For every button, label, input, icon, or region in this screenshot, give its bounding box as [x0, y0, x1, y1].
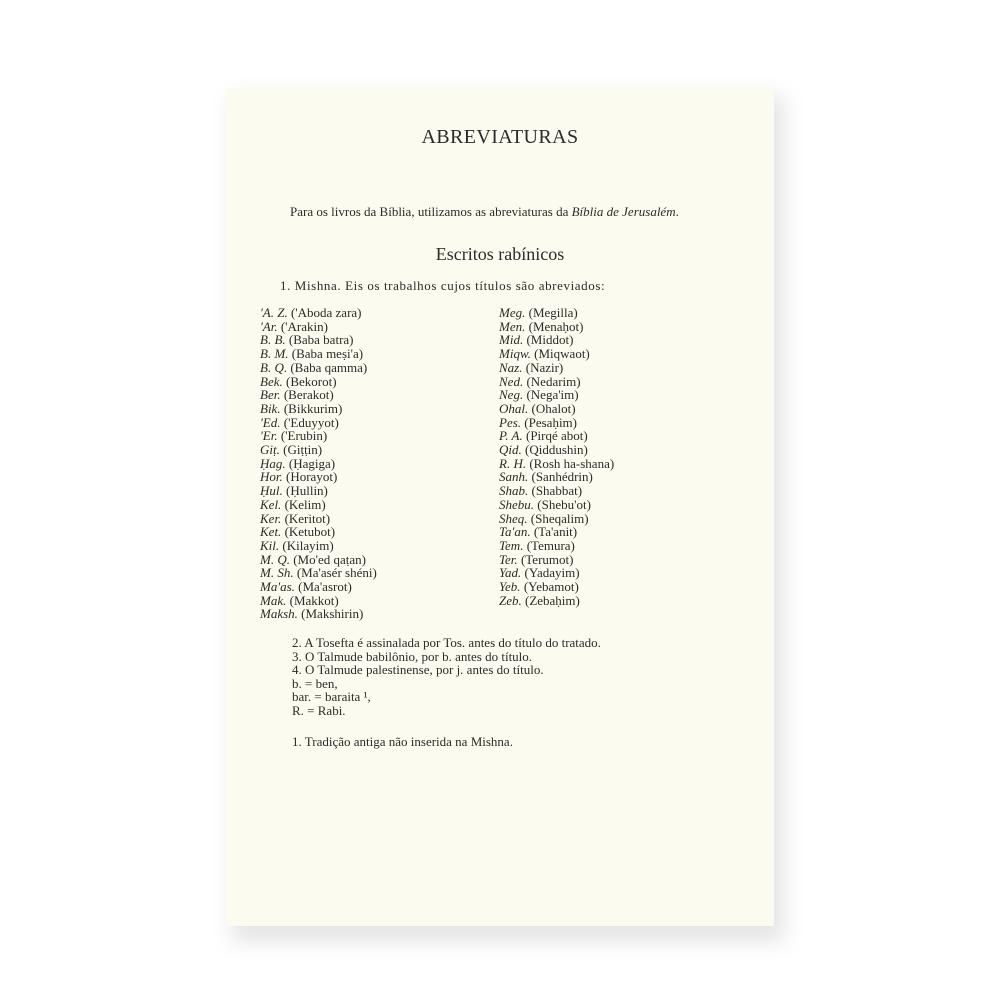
abbreviation-entry: [499, 484, 614, 498]
intro-end: .: [675, 204, 679, 219]
abbreviation: Yeb.: [499, 579, 521, 595]
abbreviation-full: (Pirqé abot): [525, 428, 588, 444]
abbreviation-entry: [260, 553, 377, 567]
abbreviation: 'Er.: [260, 428, 278, 444]
note-line: R. = Rabi.: [292, 702, 346, 718]
abbreviation: Mid.: [499, 332, 524, 348]
note-line: bar. = baraita ¹,: [292, 689, 371, 705]
abbreviation-entry: [499, 388, 614, 402]
abbreviation: Meg.: [499, 305, 526, 320]
abbreviation: Hor.: [260, 469, 283, 485]
abbreviation-entry: [260, 333, 377, 347]
abbreviation-entry: [499, 566, 614, 580]
abbreviation: Maksh.: [260, 606, 298, 622]
abbreviation: Miqw.: [499, 346, 531, 362]
abbreviation-entry: [499, 594, 614, 608]
abbreviation-entry: [260, 498, 377, 512]
abbreviation-entry: [499, 443, 614, 457]
abbreviation: Ker.: [260, 510, 282, 526]
abbreviation-entry: [260, 429, 377, 443]
abbreviation: Ter.: [499, 551, 518, 567]
note-line: 2. A Tosefta é assinalada por Tos. antes do título do tratado.: [292, 635, 601, 650]
abbreviation-full: (Yadayim): [524, 565, 580, 581]
abbreviation-full: (Bikkurim): [283, 400, 343, 416]
abbreviation-full: (Nedarim): [526, 373, 581, 389]
abbreviation-full: (Makshirin): [301, 606, 364, 622]
abbreviation-entry: [499, 333, 614, 347]
section-subtitle: Escritos rabínicos: [435, 244, 565, 264]
abbreviation: Pes.: [499, 414, 522, 430]
abbreviation-full: (Ḥagiga): [288, 455, 336, 471]
footnote: 1. Tradição antiga não inserida na Mishna.: [292, 734, 513, 749]
abbreviation-entry: [260, 470, 377, 484]
abbreviation-full: (Ta'anit): [533, 524, 578, 540]
abbreviation: Ber.: [260, 387, 281, 403]
abbreviation-full: (Ketubot): [284, 524, 336, 540]
page-title: ABREVIATURAS: [421, 126, 579, 148]
abbreviation-full: (Pesaḥim): [524, 414, 577, 430]
abbreviation-full: (Nazir): [525, 359, 564, 375]
note-line: b. = ben,: [292, 675, 338, 691]
abbreviation-full: (Baba batra): [288, 332, 354, 348]
note-line: 4. O Talmude palestinense, por j. antes do título.: [292, 662, 544, 678]
intro-paragraph: [258, 204, 750, 220]
abbreviation-full: (Shabbat): [531, 483, 583, 499]
abbreviation-full: (Ḥullin): [286, 483, 328, 499]
abbreviation: Ta'an.: [499, 524, 531, 540]
abbreviation: 'A. Z.: [260, 305, 288, 320]
abbreviation: Qid.: [499, 442, 522, 458]
abbreviation-entry: [260, 580, 377, 594]
abbreviation-full: (Ma'asrot): [298, 579, 352, 595]
abbreviation-entry: [260, 347, 377, 361]
abbreviation-entry: [260, 566, 377, 580]
abbreviation-full: (Ma'asér shéni): [296, 565, 377, 581]
abbreviation-full: (Terumot): [520, 551, 574, 567]
abbreviation: Yad.: [499, 565, 522, 581]
abbreviation-full: ('Arakin): [280, 318, 328, 334]
abbreviation-entry: [499, 347, 614, 361]
abbreviation-full: (Keritot): [284, 510, 331, 526]
abbreviation: Kel.: [260, 496, 282, 512]
abbreviation-entry: [260, 320, 377, 334]
abbreviation-full: (Kilayim): [282, 537, 334, 553]
abbreviation-full: (Sanhédrin): [531, 469, 593, 485]
notes-list: [292, 636, 601, 718]
abbreviation: Naz.: [499, 359, 523, 375]
abbreviation-entry: [499, 539, 614, 553]
abbreviation-full: (Zebaḥim): [525, 592, 580, 608]
abbreviation: M. Sh.: [260, 565, 294, 581]
abbreviation: Bik.: [260, 400, 281, 416]
abbreviation-full: (Rosh ha-shana): [529, 455, 615, 471]
abbreviation: Neg.: [499, 387, 524, 403]
abbreviation-entry: [499, 320, 614, 334]
abbreviation: Shebu.: [499, 496, 535, 512]
abbreviation-list-left: [260, 306, 377, 621]
abbreviation-full: (Menaḥot): [528, 318, 584, 334]
abbreviation-entry: [260, 539, 377, 553]
abbreviation-full: (Middot): [526, 332, 574, 348]
abbreviation-entry: [260, 361, 377, 375]
abbreviation-entry: [260, 525, 377, 539]
abbreviation-entry: [499, 525, 614, 539]
abbreviation: B. M.: [260, 346, 289, 362]
abbreviation-entry: [499, 470, 614, 484]
abbreviation-entry: [260, 388, 377, 402]
abbreviation-entry: [260, 457, 377, 471]
abbreviation: Tem.: [499, 537, 524, 553]
abbreviation: Ḥul.: [260, 483, 283, 499]
abbreviation-full: (Sheqalim): [530, 510, 589, 526]
intro-italic: Bíblia de Jerusalém: [571, 204, 676, 219]
abbreviation-full: (Temura): [526, 537, 575, 553]
abbreviation: B. Q.: [260, 359, 288, 375]
abbreviation-full: (Berakot): [283, 387, 334, 403]
abbreviation-full: (Megilla): [528, 305, 578, 320]
abbreviation-full: (Baba qamma): [290, 359, 368, 375]
abbreviation-full: (Yebamot): [523, 579, 579, 595]
abbreviation: Sheq.: [499, 510, 528, 526]
abbreviation-full: (Mo'ed qaṭan): [293, 551, 366, 567]
mishna-heading: 1. Mishna. Eis os trabalhos cujos títulos são abreviados:: [280, 278, 606, 293]
abbreviation-entry: [499, 416, 614, 430]
abbreviation-entry: [260, 607, 377, 621]
abbreviation: M. Q.: [260, 551, 290, 567]
abbreviation: Shab.: [499, 483, 529, 499]
note-line: 3. O Talmude babilônio, por b. antes do título.: [292, 648, 533, 664]
abbreviation-full: (Ohalot): [531, 400, 576, 416]
abbreviation-entry: [499, 553, 614, 567]
document-page: [226, 88, 774, 926]
abbreviation: Bek.: [260, 373, 283, 389]
abbreviation-entry: [499, 429, 614, 443]
abbreviation-entry: [499, 361, 614, 375]
abbreviation-entry: [499, 402, 614, 416]
abbreviation-full: (Kelim): [284, 496, 326, 512]
abbreviation: Sanh.: [499, 469, 529, 485]
abbreviation: Kil.: [260, 537, 280, 553]
abbreviation-entry: [260, 402, 377, 416]
abbreviation-full: ('Erubin): [280, 428, 328, 444]
abbreviation: Zeb.: [499, 592, 522, 608]
abbreviation-entry: [499, 457, 614, 471]
abbreviation-entry: [499, 498, 614, 512]
abbreviation-full: (Shebu'ot): [537, 496, 591, 512]
abbreviation: 'Ed.: [260, 414, 281, 430]
abbreviation-entry: [260, 375, 377, 389]
abbreviation: P. A.: [499, 428, 523, 444]
abbreviation: Ḥag.: [260, 455, 286, 471]
abbreviation-entry: [260, 484, 377, 498]
abbreviation-full: (Giṭṭin): [283, 442, 323, 458]
abbreviation-entry: [499, 512, 614, 526]
abbreviation: Men.: [499, 318, 526, 334]
abbreviation-entry: [499, 375, 614, 389]
abbreviation-entry: [260, 512, 377, 526]
abbreviation-full: (Nega'im): [526, 387, 579, 403]
abbreviation-full: ('Eduyyot): [283, 414, 339, 430]
abbreviation: B. B.: [260, 332, 286, 348]
abbreviation: Giṭ.: [260, 442, 280, 458]
abbreviation-full: (Baba meṣi'a): [291, 346, 364, 362]
abbreviation-entry: [260, 416, 377, 430]
abbreviation: Ohal.: [499, 400, 529, 416]
abbreviation-list-right: [499, 306, 614, 607]
abbreviation-entry: [260, 306, 377, 320]
abbreviation-entry: [499, 580, 614, 594]
abbreviation-entry: [260, 594, 377, 608]
abbreviation-full: (Makkot): [289, 592, 339, 608]
abbreviation: Mak.: [260, 592, 287, 608]
abbreviation-full: ('Aboda zara): [290, 305, 362, 320]
abbreviation-full: (Horayot): [286, 469, 338, 485]
intro-text: Para os livros da Bíblia, utilizamos as abreviaturas da: [290, 204, 572, 219]
abbreviation: 'Ar.: [260, 318, 278, 334]
abbreviation-entry: [499, 306, 614, 320]
abbreviation: R. H.: [499, 455, 527, 471]
abbreviation-full: (Miqwaot): [534, 346, 590, 362]
abbreviation: Ned.: [499, 373, 524, 389]
abbreviation-full: (Bekorot): [285, 373, 337, 389]
abbreviation-entry: [260, 443, 377, 457]
abbreviation: Ma'as.: [260, 579, 295, 595]
abbreviation-full: (Qiddushin): [525, 442, 588, 458]
abbreviation: Ket.: [260, 524, 282, 540]
